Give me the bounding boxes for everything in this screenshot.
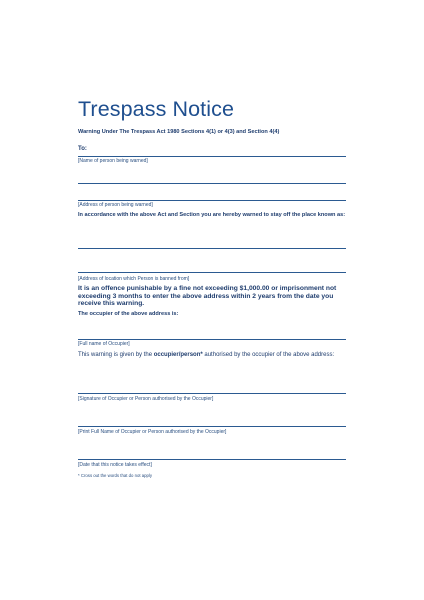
location-line-2[interactable] (78, 272, 346, 273)
offence-warning: It is an offence punishable by a fine not exceeding $1,000.00 or imprisonment not exceeding 3 months to enter the above address within 2 years from the date you receive this warning. (78, 285, 337, 308)
footnote: * Cross out the words that do not apply (78, 473, 153, 478)
page-title: Trespass Notice (78, 97, 235, 121)
signature-caption: [Signature of Occupier or Person authorised by the Occupier] (78, 396, 214, 402)
name-warned-line[interactable] (78, 156, 346, 157)
date-line[interactable] (78, 459, 346, 460)
location-caption: [Address of location which Person is banned from] (78, 276, 190, 282)
warning-given-prefix: This warning is given by the (78, 352, 154, 358)
address-warned-line-1[interactable] (78, 183, 346, 184)
occupier-name-caption: [Full name of Occupier] (78, 341, 130, 347)
print-name-caption: [Print Full Name of Occupier or Person authorised by the Occupier] (78, 429, 227, 435)
date-caption: [Date that this notice takes effect] (78, 462, 152, 468)
to-label: To: (78, 146, 87, 152)
warning-given-text (78, 351, 348, 360)
subtitle: Warning Under The Trespass Act 1980 Sections 4(1) or 4(3) and Section 4(4) (78, 129, 280, 135)
accordance-text: In accordance with the above Act and Section you are hereby warned to stay off the place known as: (78, 212, 346, 218)
occupier-name-line[interactable] (78, 339, 346, 340)
occupier-text: The occupier of the above address is: (78, 311, 179, 317)
address-warned-caption: [Address of person being warned] (78, 202, 153, 208)
location-line-1[interactable] (78, 248, 346, 249)
name-warned-caption: [Name of person being warned] (78, 158, 148, 164)
address-warned-line-2[interactable] (78, 200, 346, 201)
occupier-person-bold: occupier/person* (153, 352, 203, 358)
signature-line[interactable] (78, 393, 346, 394)
print-name-line[interactable] (78, 426, 346, 427)
warning-given-suffix: authorised by the occupier of the above address: (202, 352, 335, 358)
